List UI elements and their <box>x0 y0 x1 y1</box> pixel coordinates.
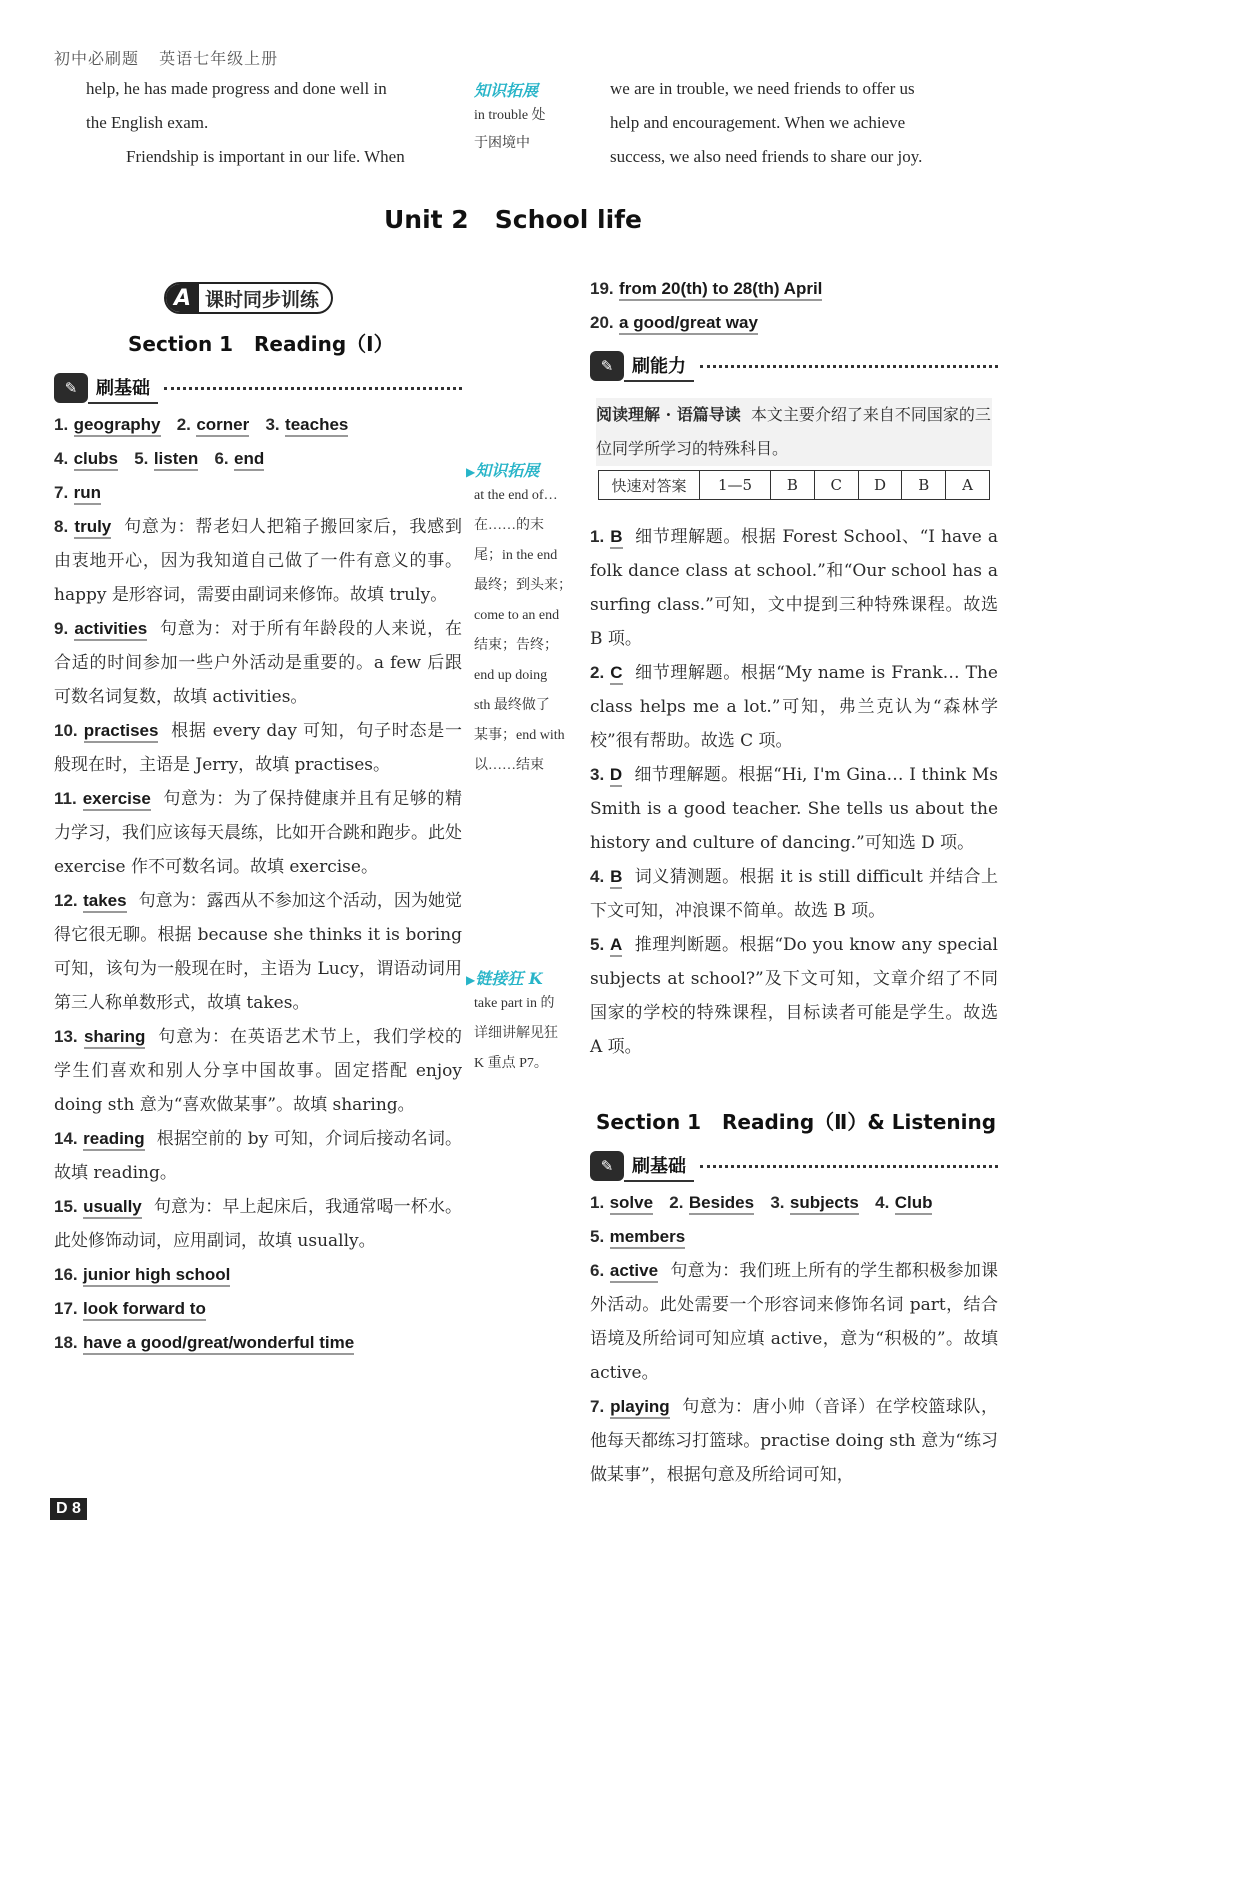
note-line: end up doing <box>474 668 548 683</box>
quick-answer: D <box>858 471 902 499</box>
text-line: help, he has made progress and done well in <box>86 79 387 98</box>
note-line: 某事；end with <box>474 728 565 743</box>
banner-letter: A <box>166 284 199 312</box>
item-answer: look forward to <box>83 1299 206 1321</box>
answer-item <box>54 1190 462 1258</box>
item-number: 11. <box>54 789 77 808</box>
answer-line: 4. clubs 5. listen 6. end <box>54 442 462 476</box>
unit-title: Unit 2 School life <box>383 205 643 234</box>
answer-item <box>54 1292 462 1326</box>
brush-icon: ✎ <box>590 1151 624 1181</box>
note-title: 知识拓展 <box>474 81 539 100</box>
item-number: 7. <box>590 1397 605 1416</box>
item-answer: B <box>610 527 622 549</box>
item-number: 1. <box>590 527 605 546</box>
item-explanation: 句意为：我们班上所有的学生都积极参加课外活动。此处需要一个形容词来修饰名词 part，结合语境及所给词可知应填 active，意为“积极的”。故填 active。 <box>590 1261 999 1383</box>
note-line: 最终；到头来； <box>474 578 572 593</box>
badge-label: 刷能力 <box>624 350 694 382</box>
dotted-rule <box>164 387 462 390</box>
badge-label: 刷基础 <box>624 1150 694 1182</box>
item-number: 5. <box>590 935 605 954</box>
running-header <box>54 46 278 69</box>
answer-line: 19. from 20(th) to 28(th) April <box>590 272 1000 306</box>
answer-item <box>590 656 998 758</box>
answer-item <box>54 1326 462 1360</box>
item-explanation: 推理判断题。根据“Do you know any special subjects at school?”及下文可知，文章介绍了不同国家的学校的特殊课程，目标读者可能是学生。故选 A 项。 <box>590 935 998 1057</box>
item-number: 16. <box>54 1265 78 1284</box>
side-note-link <box>466 966 578 1079</box>
right-answers-2 <box>590 1186 998 1492</box>
note-line: 在……的末 <box>474 518 544 533</box>
answer-item <box>54 1020 462 1122</box>
text-line: Friendship is important in our life. When <box>126 147 405 166</box>
right-items <box>590 520 998 1064</box>
text-line: success, we also need friends to share our joy. <box>610 147 923 166</box>
badge-basic-2 <box>590 1150 998 1182</box>
item-answer: exercise <box>83 789 151 811</box>
item-explanation: 句意为：为了保持健康并且有足够的精力学习，我们应该每天晨练，比如开合跳和跑步。此处 exercise 作不可数名词。故填 exercise。 <box>54 789 463 877</box>
note-line: sth 最终做了 <box>474 698 550 713</box>
item-explanation: 细节理解题。根据 Forest School、“I have a folk dance class at school.”和“Our school has a surfing class.”可知，文中提到三种特殊课程。故选 B 项。 <box>590 527 998 649</box>
item-number: 13. <box>54 1027 78 1046</box>
answer-item <box>54 1258 462 1292</box>
answer-line: 7. run <box>54 476 462 510</box>
left-answers <box>54 408 462 1360</box>
answer-item <box>54 510 462 612</box>
text-line: help and encouragement. When we achieve <box>610 113 906 132</box>
quick-answer: C <box>814 471 858 499</box>
item-number: 12. <box>54 891 78 910</box>
item-explanation: 细节理解题。根据“My name is Frank… The class helps me a lot.”可知，弗兰克认为“森林学校”很有帮助。故选 C 项。 <box>590 663 998 751</box>
item-answer: takes <box>83 891 126 913</box>
quick-answer: B <box>770 471 814 499</box>
answer-item <box>590 520 998 656</box>
item-answer: D <box>610 765 622 787</box>
answer-item <box>590 928 998 1064</box>
item-answer: B <box>610 867 622 889</box>
badge-basic <box>54 372 462 404</box>
note-line: 结束；告终； <box>474 638 558 653</box>
text-line: the English exam. <box>86 113 209 132</box>
note-line: 于困境中 <box>474 136 530 151</box>
guide-text: 本文主要介绍了来自不同国家的三位同学所学习的特殊科目。 <box>596 405 991 458</box>
answer-item <box>590 860 998 928</box>
answer-item <box>590 758 998 860</box>
subject-name: 英语七年级上册 <box>159 49 279 68</box>
top-right-text <box>610 72 996 174</box>
quick-range: 1—5 <box>699 471 770 499</box>
item-explanation: 句意为：唐小帅（音译）在学校篮球队，他每天都练习打篮球。practise doing sth 意为“练习做某事”，根据句意及所给词可知， <box>590 1397 999 1485</box>
text-line: we are in trouble, we need friends to offer us <box>610 79 915 98</box>
item-answer: activities <box>74 619 147 641</box>
item-explanation: 词义猜测题。根据 it is still difficult 并结合上下文可知，冲浪课不简单。故选 B 项。 <box>590 867 999 921</box>
item-number: 10. <box>54 721 78 740</box>
note-title: ▶知识拓展 <box>466 461 540 480</box>
page-number: D 8 <box>50 1498 87 1520</box>
item-number: 4. <box>590 867 605 886</box>
note-line: 尾；in the end <box>474 548 558 563</box>
badge-ability <box>590 350 998 382</box>
note-title: ▶链接狂 K <box>466 969 543 988</box>
top-side-note <box>474 78 594 159</box>
lesson-banner <box>164 282 333 314</box>
answer-item <box>590 1254 998 1390</box>
item-explanation: 根据空前的 by 可知，介词后接动名词。故填 reading。 <box>54 1129 463 1183</box>
reading-guide <box>596 398 992 466</box>
brush-icon: ✎ <box>54 373 88 403</box>
item-explanation: 细节理解题。根据“Hi, I'm Gina… I think Ms Smith is a good teacher. She tells us about the history and culture of dancing.”可知选 D 项。 <box>590 765 998 853</box>
dotted-rule <box>700 365 998 368</box>
note-line: in trouble 处 <box>474 108 546 123</box>
item-answer: C <box>610 663 622 685</box>
item-answer: truly <box>74 517 111 539</box>
answer-line: 20. a good/great way <box>590 306 1000 340</box>
answer-item <box>54 782 462 884</box>
right-phrases <box>590 272 1000 340</box>
item-answer: reading <box>83 1129 144 1151</box>
item-answer: playing <box>610 1397 670 1419</box>
answer-line: 5. members <box>590 1220 998 1254</box>
item-answer: junior high school <box>83 1265 230 1287</box>
answer-line: 1. solve 2. Besides 3. subjects 4. Club <box>590 1186 998 1220</box>
item-explanation: 根据 every day 可知，句子时态是一般现在时，主语是 Jerry，故填 practises。 <box>54 721 462 775</box>
top-left-text <box>86 72 460 174</box>
quick-label: 快速对答案 <box>611 476 687 495</box>
book-name: 初中必刷题 <box>54 49 140 68</box>
section-title-right: Section 1 Reading（Ⅱ）& Listening <box>596 1110 997 1134</box>
item-explanation: 句意为：在英语艺术节上，我们学校的学生们喜欢和别人分享中国故事。固定搭配 enjoy doing sth 意为“喜欢做某事”。故填 sharing。 <box>54 1027 463 1115</box>
banner-label: 课时同步训练 <box>205 288 320 311</box>
item-number: 9. <box>54 619 69 638</box>
item-explanation: 句意为：帮老妇人把箱子搬回家后，我感到由衷地开心，因为我知道自己做了一件有意义的事。happy 是形容词，需要由副词来修饰。故填 truly。 <box>54 517 462 605</box>
note-line: K 重点 P7。 <box>474 1056 548 1071</box>
dotted-rule <box>700 1165 998 1168</box>
item-answer: active <box>610 1261 658 1283</box>
quick-answer: A <box>945 471 989 499</box>
note-line: 详细讲解见狂 <box>474 1026 558 1041</box>
quick-answer: B <box>901 471 945 499</box>
guide-label: 阅读理解 · 语篇导读 <box>596 405 741 424</box>
item-number: 2. <box>590 663 605 682</box>
item-explanation: 句意为：对于所有年龄段的人来说，在合适的时间参加一些户外活动是重要的。a few 后跟可数名词复数，故填 activities。 <box>54 619 462 707</box>
badge-label: 刷基础 <box>88 372 158 404</box>
side-note-end <box>466 458 578 781</box>
item-explanation: 句意为：早上起床后，我通常喝一杯水。此处修饰动词，应用副词，故填 usually。 <box>54 1197 462 1251</box>
item-answer: have a good/great/wonderful time <box>83 1333 354 1355</box>
quick-answer-table <box>598 470 990 500</box>
note-line: take part in 的 <box>474 996 555 1011</box>
item-answer: practises <box>84 721 159 743</box>
answer-line: 1. geography 2. corner 3. teaches <box>54 408 462 442</box>
item-number: 17. <box>54 1299 78 1318</box>
note-line: come to an end <box>474 608 560 623</box>
item-number: 14. <box>54 1129 78 1148</box>
answer-item <box>54 714 462 782</box>
item-number: 15. <box>54 1197 78 1216</box>
item-explanation: 句意为：露西从不参加这个活动，因为她觉得它很无聊。根据 because she thinks it is boring 可知，该句为一般现在时，主语为 Lucy，谓语动词用第三人称单数形式，故填 takes。 <box>54 891 463 1013</box>
note-line: 以……结束 <box>474 758 544 773</box>
section-title-left: Section 1 Reading（Ⅰ） <box>128 332 394 356</box>
item-answer: sharing <box>84 1027 145 1049</box>
item-answer: usually <box>83 1197 142 1219</box>
answer-item <box>590 1390 998 1492</box>
answer-item <box>54 612 462 714</box>
note-line: at the end of… <box>474 488 558 503</box>
item-number: 6. <box>590 1261 605 1280</box>
item-answer: A <box>610 935 622 957</box>
item-number: 8. <box>54 517 69 536</box>
item-number: 18. <box>54 1333 78 1352</box>
item-number: 3. <box>590 765 605 784</box>
answer-item <box>54 1122 462 1190</box>
brush-icon: ✎ <box>590 351 624 381</box>
answer-item <box>54 884 462 1020</box>
